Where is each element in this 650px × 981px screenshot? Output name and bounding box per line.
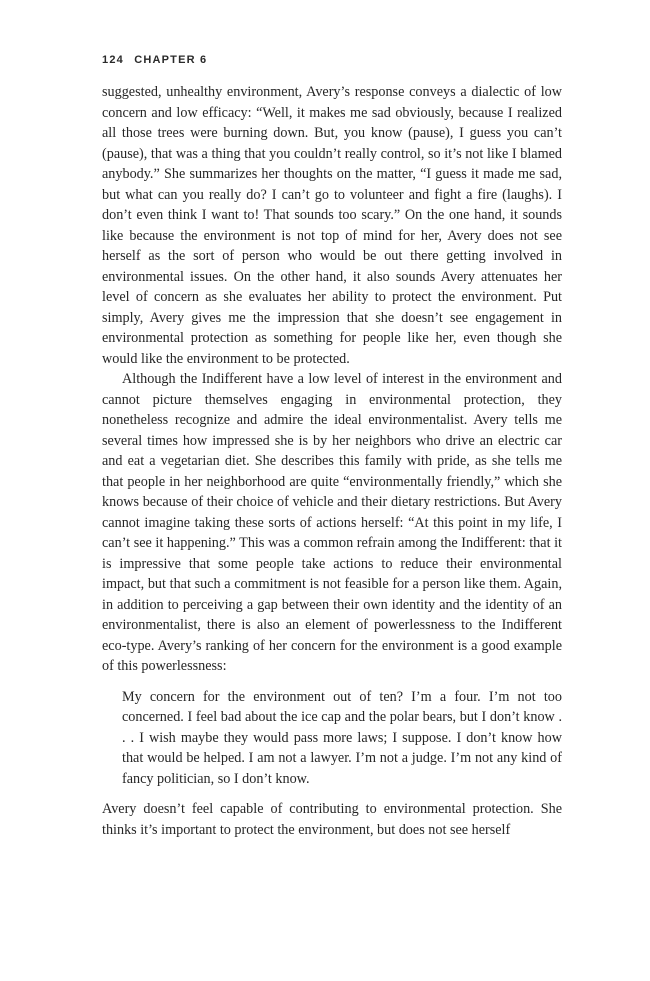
paragraph: Although the Indifferent have a low level of interest in the environment and cannot picture themselves engaging in environmental protection, they nonetheless recognize and admire the ideal environmentalist. Avery tells me several times how impressed she is by her neighbors who drive an electric car and eat a vegetarian diet. She describes this family with pride, as she tells me that people in her neighborhood are quite “environmentally friendly,” which she knows because of their choice of vehicle and their dietary restrictions. But Avery cannot imagine taking these sorts of actions herself: “At this point in my life, I can’t see it happening.” This was a common refrain among the Indifferent: that it is impressive that some people take actions to reduce their environmental impact, but that such a commitment is not feasible for a person like them. Again, in addition to perceiving a gap between their own identity and the identity of an environmentalist, there is also an element of powerlessness to the Indifferent eco-type. Avery’s ranking of her concern for the environment is a good example of this powerlessness: [102, 371, 562, 674]
block-quote-text: My concern for the environment out of ten? I’m a four. I’m not too concerned. I feel bad about the ice cap and the polar bears, but I don’t know . . . I wish maybe they would pass more laws; I suppose. I don’t know how that would be helped. I am not a lawyer. I’m not a judge. I’m not any kind of fancy politician, so I don’t know. [122, 688, 562, 787]
paragraph: suggested, unhealthy environment, Avery’s response conveys a dialectic of low concern and low efficacy: “Well, it makes me sad obviously, because I realized all those trees were burning down. But, you know (pause), I guess you can’t (pause), that was a thing that you couldn’t really control, so it’s not like I blamed anybody.” She summarizes her thoughts on the matter, “I guess it made me sad, but what can you really do? I can’t go to volunteer and fight a fire (laughs). I don’t even think I want to! That sounds too scary.” On the one hand, it sounds like because the environment is not top of mind for her, Avery does not see herself as the sort of person who would be out there getting involved in environmental issues. On the other hand, it also sounds Avery attenuates her level of concern as she evaluates her ability to protect the environment. Put simply, Avery gives me the impression that she doesn’t see engagement in environmental protection as something for people like her, even though she would like the environment to be protected. [102, 84, 562, 367]
running-head [102, 52, 562, 68]
body-text [102, 82, 562, 840]
book-page [102, 52, 562, 840]
block-quote [122, 687, 562, 790]
chapter-label: CHAPTER 6 [134, 54, 208, 66]
page-number: 124 [102, 54, 124, 66]
paragraph: Avery doesn’t feel capable of contributing to environmental protection. She thinks it’s important to protect the environment, but does not see herself [102, 801, 562, 838]
